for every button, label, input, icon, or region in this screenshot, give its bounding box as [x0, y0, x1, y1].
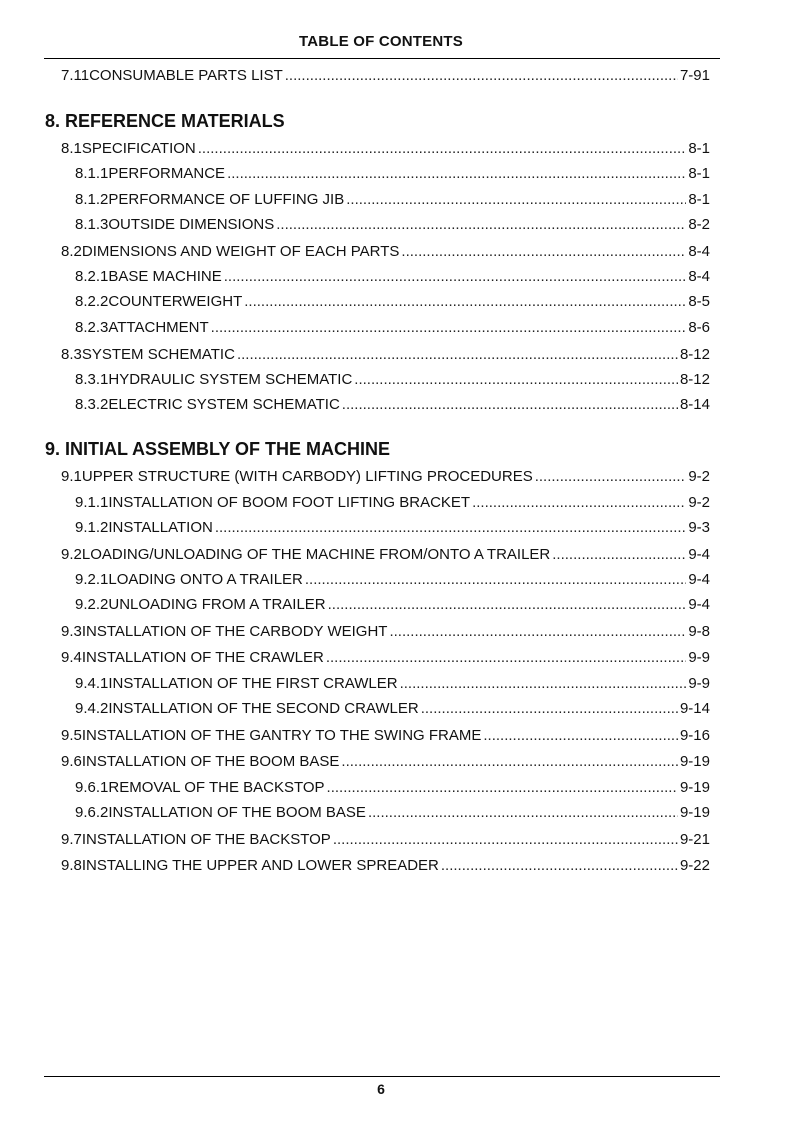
toc-entry-page: 8-4 [688, 243, 710, 260]
toc-entry-title: PERFORMANCE OF LUFFING JIB [108, 191, 345, 208]
toc-entry[interactable] [61, 753, 710, 770]
toc-entry[interactable] [75, 371, 710, 388]
toc-entry-title: OUTSIDE DIMENSIONS [108, 216, 275, 233]
dot-leader [368, 804, 678, 821]
toc-entry-number: 9.7 [61, 831, 82, 848]
toc-entry-title: INSTALLATION OF THE FIRST CRAWLER [108, 675, 398, 692]
toc-entry[interactable] [75, 596, 710, 613]
toc-entry-page: 8-14 [679, 396, 710, 413]
toc-entry-number: 8.3.1 [75, 371, 109, 388]
toc-entry-title: PERFORMANCE [108, 165, 226, 182]
toc-entry-number: 9.3 [61, 623, 82, 640]
chapter-heading[interactable]: 9. INITIAL ASSEMBLY OF THE MACHINE [45, 439, 391, 459]
toc-entry-title: INSTALLATION OF THE BOOM BASE [108, 804, 366, 821]
dot-leader [401, 243, 686, 260]
toc-entry-number: 9.6.1 [75, 779, 109, 796]
toc-entry[interactable] [75, 571, 710, 588]
toc-entry-number: 9.4.1 [75, 675, 109, 692]
toc-entry-title: LOADING ONTO A TRAILER [108, 571, 303, 588]
toc-entry[interactable] [61, 623, 710, 640]
toc-entry-number: 9.2.2 [75, 596, 109, 613]
toc-entry[interactable] [61, 140, 710, 157]
toc-entry[interactable] [61, 243, 710, 260]
toc-entry-title: INSTALLATION OF THE BOOM BASE [81, 753, 340, 770]
dot-leader [237, 346, 678, 363]
toc-entry-title: INSTALLATION [108, 519, 213, 536]
dot-leader [346, 191, 686, 208]
toc-entry-number: 9.1.1 [75, 494, 109, 511]
toc-entry-number: 8.1 [61, 140, 82, 157]
toc-entry[interactable] [61, 468, 710, 485]
dot-leader [354, 371, 678, 388]
dot-leader [472, 494, 686, 511]
toc-entry-number: 9.2.1 [75, 571, 109, 588]
footer-rule [44, 1076, 720, 1077]
dot-leader [421, 700, 678, 717]
dot-leader [276, 216, 686, 233]
toc-entry-page: 9-4 [688, 546, 710, 563]
toc-entry[interactable] [75, 804, 710, 821]
toc-entry-title: UPPER STRUCTURE (WITH CARBODY) LIFTING PROCEDURES [81, 468, 533, 485]
toc-entry-title: INSTALLATION OF BOOM FOOT LIFTING BRACKET [108, 494, 471, 511]
toc-entry[interactable] [75, 396, 710, 413]
toc-entry[interactable] [75, 494, 710, 511]
toc-entry-title: LOADING/UNLOADING OF THE MACHINE FROM/ONTO A TRAILER [81, 546, 551, 563]
toc-entry-page: 8-12 [679, 371, 710, 388]
header-title: TABLE OF CONTENTS [299, 33, 463, 50]
toc-entry[interactable] [61, 346, 710, 363]
toc-entry-page: 9-22 [679, 857, 710, 874]
toc-entry[interactable] [75, 293, 710, 310]
toc-entry[interactable] [75, 700, 710, 717]
toc-entry-title: SYSTEM SCHEMATIC [81, 346, 235, 363]
toc-entry[interactable] [75, 779, 710, 796]
toc-entry-page: 9-8 [688, 623, 710, 640]
dot-leader [285, 67, 678, 84]
toc-entry[interactable] [75, 268, 710, 285]
toc-entry-number: 9.5 [61, 727, 82, 744]
toc-entry[interactable] [61, 727, 710, 744]
toc-entry-page: 9-9 [688, 675, 710, 692]
toc-entry-title: ELECTRIC SYSTEM SCHEMATIC [108, 396, 340, 413]
dot-leader [342, 396, 678, 413]
toc-entry[interactable] [61, 857, 710, 874]
toc-entry-title: INSTALLATION OF THE CARBODY WEIGHT [81, 623, 388, 640]
dot-leader [198, 140, 687, 157]
dot-leader [224, 268, 687, 285]
toc-entry-page: 9-2 [688, 468, 710, 485]
toc-entry-page: 8-12 [679, 346, 710, 363]
dot-leader [389, 623, 686, 640]
dot-leader [244, 293, 686, 310]
toc-entry[interactable] [61, 67, 710, 84]
toc-entry[interactable] [75, 191, 710, 208]
toc-entry-page: 9-4 [688, 571, 710, 588]
dot-leader [441, 857, 678, 874]
toc-entry-page: 8-5 [688, 293, 710, 310]
toc-entry[interactable] [75, 675, 710, 692]
toc-entry-title: BASE MACHINE [108, 268, 222, 285]
toc-entry-page: 9-19 [679, 804, 710, 821]
toc-entry-page: 9-19 [679, 779, 710, 796]
toc-entry-title: ATTACHMENT [108, 319, 209, 336]
toc-entry-number: 8.2.1 [75, 268, 109, 285]
toc-entry-number: 9.6.2 [75, 804, 109, 821]
toc-entry-page: 9-9 [688, 649, 710, 666]
dot-leader [227, 165, 686, 182]
toc-entry-title: SPECIFICATION [81, 140, 196, 157]
toc-entry-page: 9-14 [679, 700, 710, 717]
toc-entry-number: 8.1.3 [75, 216, 109, 233]
toc-entry-page: 8-1 [688, 191, 710, 208]
toc-entry-number: 8.2.2 [75, 293, 109, 310]
toc-entry-page: 8-2 [688, 216, 710, 233]
toc-entry-title: UNLOADING FROM A TRAILER [108, 596, 326, 613]
dot-leader [215, 519, 686, 536]
toc-entry-number: 9.8 [61, 857, 82, 874]
toc-entry-number: 8.2 [61, 243, 82, 260]
toc-entry-page: 9-16 [679, 727, 710, 744]
dot-leader [305, 571, 686, 588]
toc-entry-title: INSTALLATION OF THE GANTRY TO THE SWING FRAME [81, 727, 482, 744]
toc-entry-title: REMOVAL OF THE BACKSTOP [108, 779, 325, 796]
header-rule [44, 58, 720, 59]
toc-entry-number: 9.4 [61, 649, 82, 666]
toc-entry-number: 8.1.1 [75, 165, 109, 182]
toc-entry-page: 8-1 [688, 165, 710, 182]
dot-leader [328, 596, 687, 613]
dot-leader [211, 319, 687, 336]
toc-entry-number: 9.2 [61, 546, 82, 563]
toc-entry-page: 9-21 [679, 831, 710, 848]
dot-leader [552, 546, 686, 563]
toc-entry-number: 7.11 [61, 67, 90, 84]
toc-entry-title: HYDRAULIC SYSTEM SCHEMATIC [108, 371, 353, 388]
toc-entry-page: 9-4 [688, 596, 710, 613]
toc-entry-page: 8-1 [688, 140, 710, 157]
toc-entry-page: 9-19 [679, 753, 710, 770]
toc-entry[interactable] [75, 519, 710, 536]
toc-entry[interactable] [61, 546, 710, 563]
toc-entry-number: 9.4.2 [75, 700, 109, 717]
dot-leader [327, 779, 678, 796]
toc-entry-number: 9.1.2 [75, 519, 109, 536]
dot-leader [333, 831, 678, 848]
toc-entry-page: 7-91 [679, 67, 710, 84]
toc-entry[interactable] [61, 649, 710, 666]
toc-entry[interactable] [75, 216, 710, 233]
toc-entry-number: 8.3.2 [75, 396, 109, 413]
toc-entry-title: CONSUMABLE PARTS LIST [89, 67, 283, 84]
toc-entry-title: INSTALLATION OF THE BACKSTOP [81, 831, 331, 848]
toc-entry[interactable] [75, 319, 710, 336]
toc-entry[interactable] [61, 831, 710, 848]
dot-leader [326, 649, 686, 666]
toc-entry-number: 8.3 [61, 346, 82, 363]
toc-entry-number: 8.2.3 [75, 319, 109, 336]
toc-entry-page: 9-3 [688, 519, 710, 536]
toc-entry-number: 8.1.2 [75, 191, 109, 208]
toc-entry-page: 8-6 [688, 319, 710, 336]
toc-entry-title: DIMENSIONS AND WEIGHT OF EACH PARTS [81, 243, 400, 260]
toc-entry-page: 8-4 [688, 268, 710, 285]
toc-entry-number: 9.6 [61, 753, 82, 770]
toc-entry-page: 9-2 [688, 494, 710, 511]
toc-entry[interactable] [75, 165, 710, 182]
page-number: 6 [377, 1081, 385, 1097]
toc-entry-title: INSTALLING THE UPPER AND LOWER SPREADER [81, 857, 439, 874]
toc-entry-title: INSTALLATION OF THE SECOND CRAWLER [108, 700, 419, 717]
dot-leader [535, 468, 687, 485]
toc-entry-title: COUNTERWEIGHT [108, 293, 243, 310]
dot-leader [341, 753, 678, 770]
chapter-heading[interactable]: 8. REFERENCE MATERIALS [45, 111, 285, 131]
toc-entry-title: INSTALLATION OF THE CRAWLER [81, 649, 324, 666]
dot-leader [400, 675, 687, 692]
dot-leader [483, 727, 678, 744]
toc-entry-number: 9.1 [61, 468, 82, 485]
